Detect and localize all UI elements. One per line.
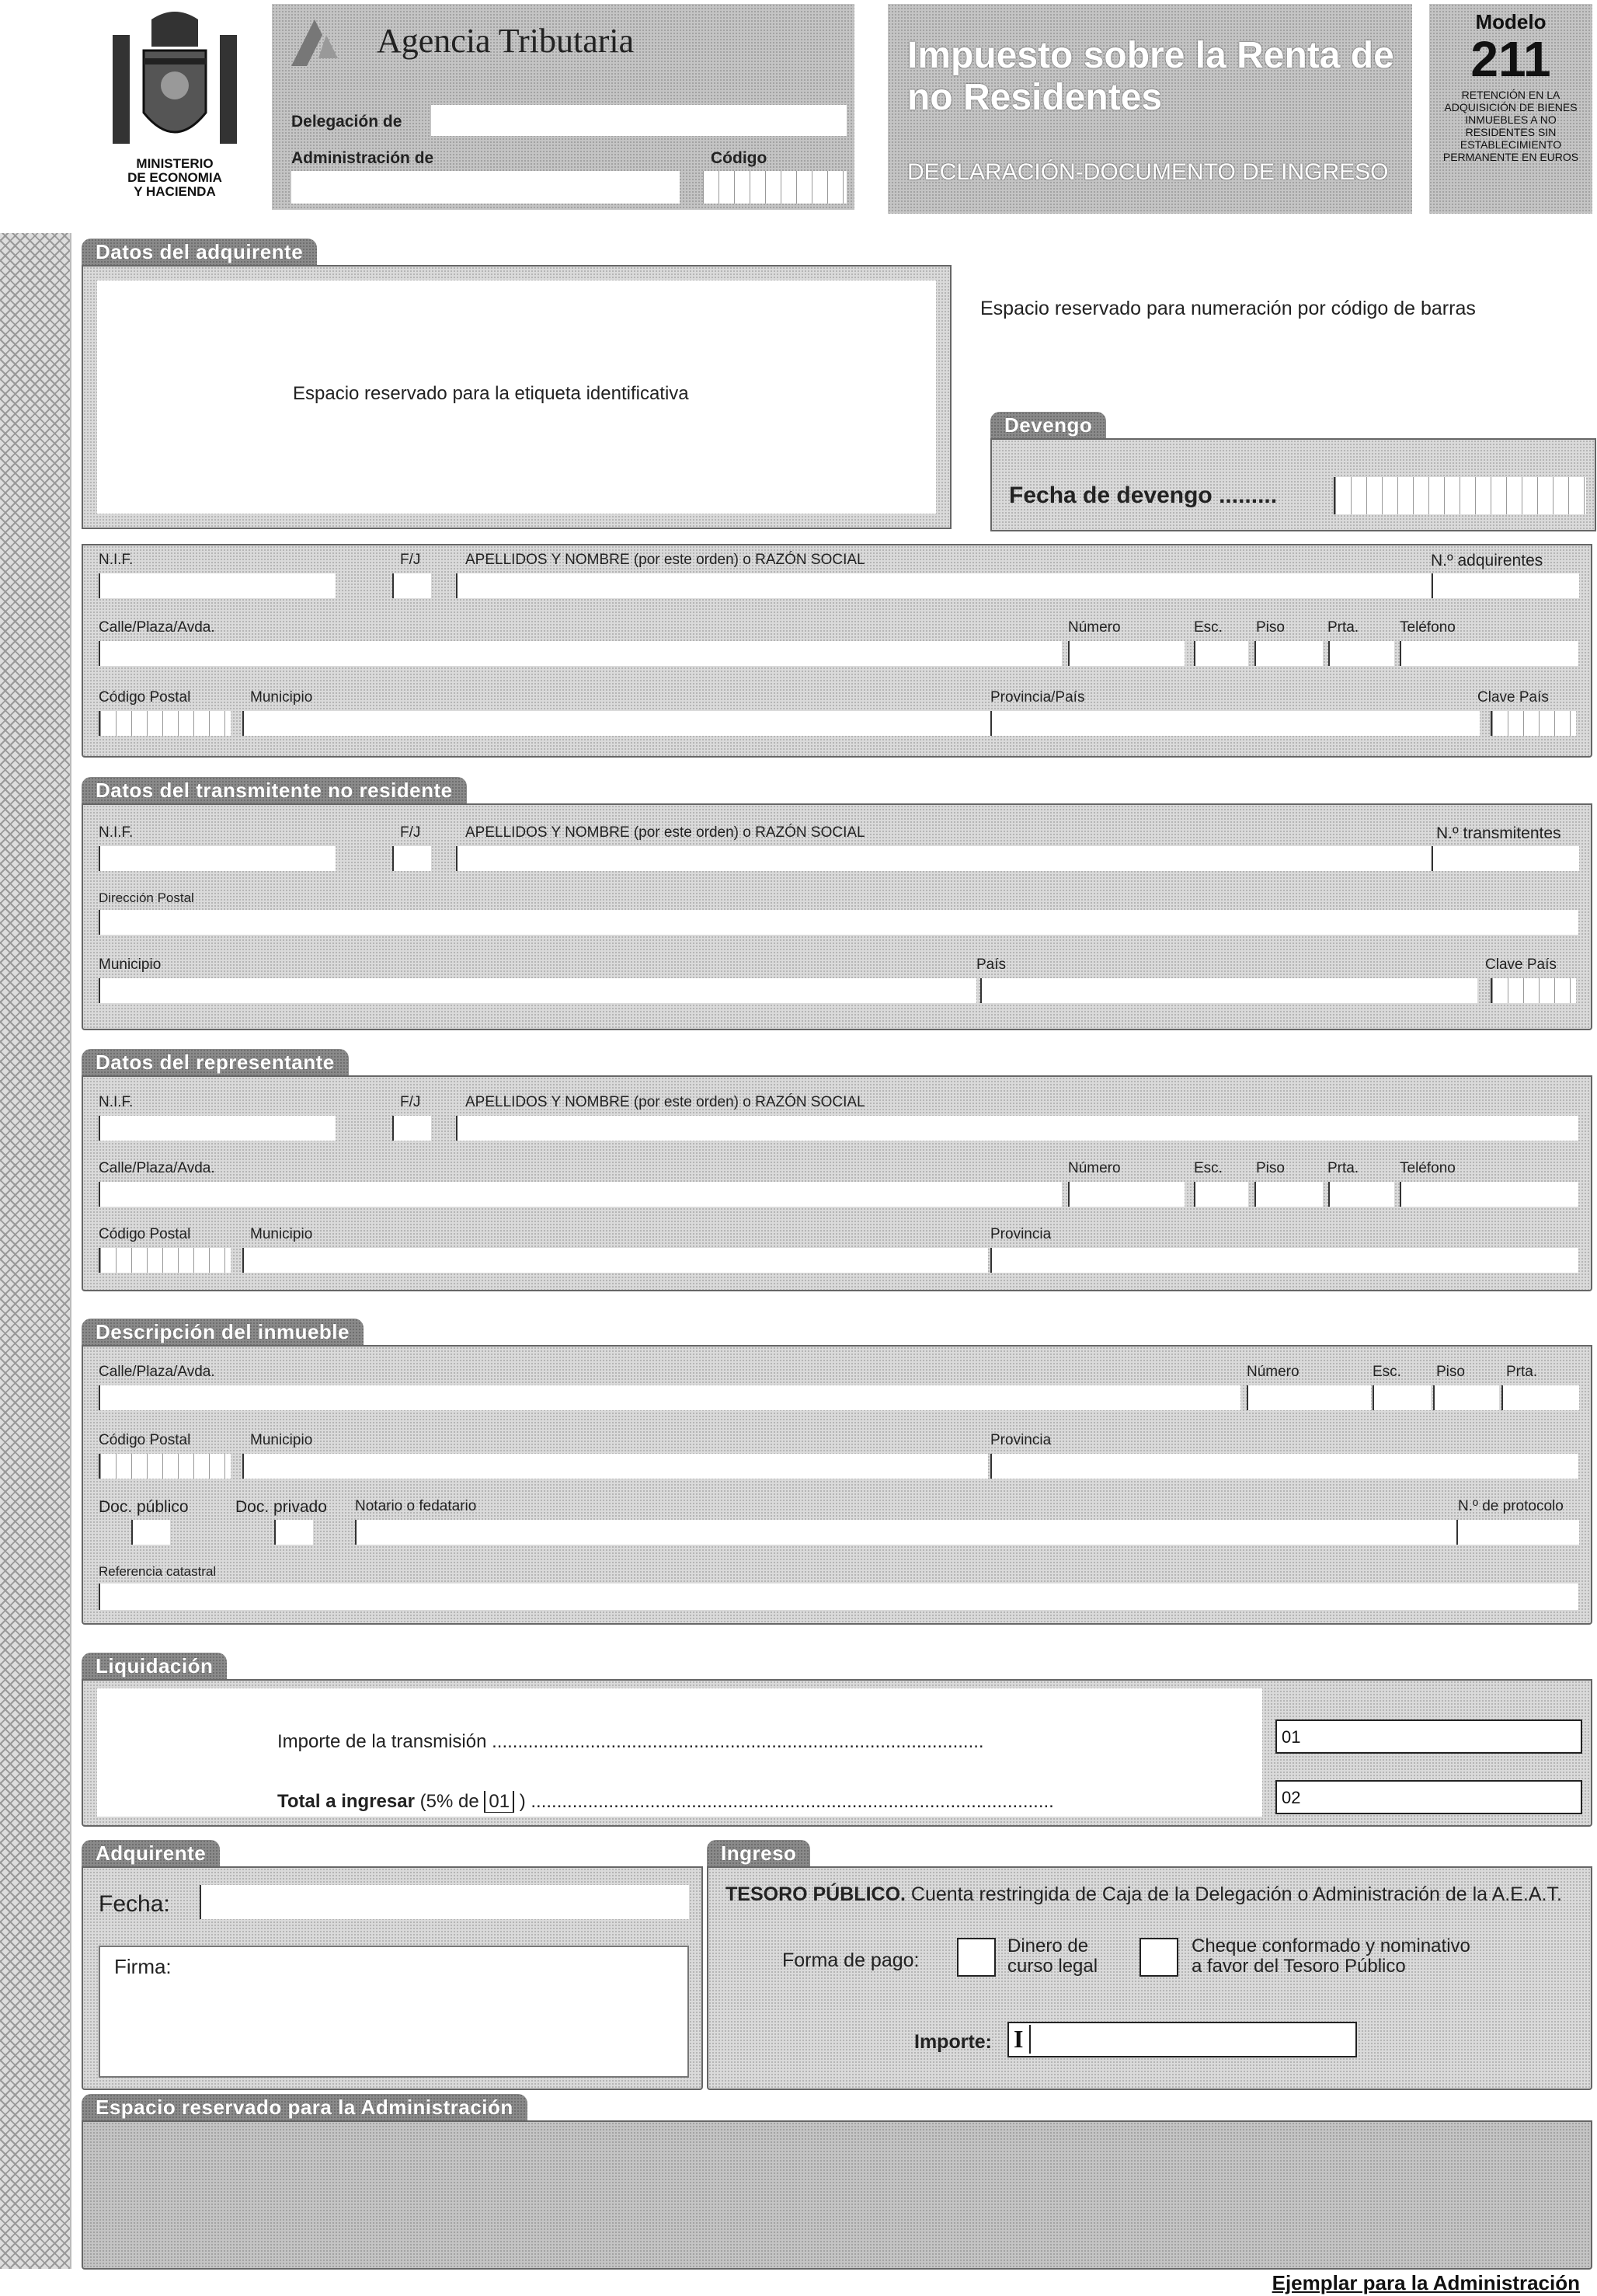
agency-logo-icon xyxy=(284,12,346,74)
tesoro-rest: Cuenta restringida de Caja de la Delegación o Administración de la A.E.A.T. xyxy=(910,1883,1562,1905)
tra-n-transmitentes-field[interactable] xyxy=(1432,846,1579,871)
total-ingresar-dots: ) ..................................................................................................... xyxy=(519,1791,1054,1812)
tra-pais-label: País xyxy=(976,956,1007,973)
inm-municipio-field[interactable] xyxy=(242,1454,988,1479)
label-space-text: Espacio reservado para la etiqueta identificativa xyxy=(293,383,689,404)
adquirente-firma-tab: Adquirente xyxy=(82,1840,220,1866)
inm-piso-label: Piso xyxy=(1436,1364,1465,1380)
adquirente-firma-box xyxy=(82,1866,703,2090)
inm-piso-field[interactable] xyxy=(1433,1385,1499,1410)
fecha-label: Fecha: xyxy=(99,1891,170,1917)
ingreso-section-tab: Ingreso xyxy=(707,1840,810,1866)
ministry-logo xyxy=(97,4,252,214)
tra-apellidos-field[interactable] xyxy=(456,846,1431,871)
firma-label: Firma: xyxy=(114,1955,172,1978)
rep-apellidos-label: APELLIDOS Y NOMBRE (por este orden) o RAZÓN SOCIAL xyxy=(465,1094,865,1110)
adq-prta-field[interactable] xyxy=(1328,641,1394,666)
inm-protocolo-field[interactable] xyxy=(1456,1520,1579,1545)
dinero-checkbox[interactable] xyxy=(957,1938,996,1977)
rep-esc-label: Esc. xyxy=(1194,1160,1223,1176)
tra-nif-label: N.I.F. xyxy=(99,824,134,841)
rep-telefono-label: Teléfono xyxy=(1400,1160,1456,1176)
codigo-label: Código xyxy=(711,149,767,167)
tesoro-bold: TESORO PÚBLICO. xyxy=(725,1883,906,1905)
tra-pais-field[interactable] xyxy=(980,978,1477,1003)
tesoro-text xyxy=(725,1883,1562,1906)
inm-notario-field[interactable] xyxy=(355,1520,1532,1545)
inm-catastral-label: Referencia catastral xyxy=(99,1564,217,1579)
rep-cp-field[interactable] xyxy=(99,1248,231,1273)
adq-telefono-label: Teléfono xyxy=(1400,619,1456,636)
tra-fj-label: F/J xyxy=(400,824,421,841)
adq-apellidos-field[interactable] xyxy=(456,573,1431,598)
ingreso-box xyxy=(707,1866,1592,2090)
transmitente-data-box xyxy=(82,803,1592,1030)
inm-cp-label: Código Postal xyxy=(99,1432,191,1448)
rep-prta-field[interactable] xyxy=(1328,1182,1394,1207)
adq-municipio-field[interactable] xyxy=(242,711,1066,736)
inm-doc-privado-field[interactable] xyxy=(274,1520,313,1545)
rep-telefono-field[interactable] xyxy=(1400,1182,1578,1207)
modelo-description: RETENCIÓN EN LA ADQUISICIÓN DE BIENES INMUEBLES A NO RESIDENTES SIN ESTABLECIMIENTO PERMANENTE EN EUROS xyxy=(1442,89,1579,163)
adq-fj-label: F/J xyxy=(400,552,421,568)
adq-esc-label: Esc. xyxy=(1194,619,1223,636)
box-02-number: 02 xyxy=(1282,1788,1301,1807)
tra-direccion-field[interactable] xyxy=(99,910,1578,935)
devengo-tab: Devengo xyxy=(990,412,1106,438)
rep-piso-label: Piso xyxy=(1256,1160,1285,1176)
total-ingresar-label xyxy=(277,1791,1349,1813)
adq-calle-field[interactable] xyxy=(99,641,1062,666)
rep-nif-label: N.I.F. xyxy=(99,1094,134,1110)
total-ingresar-bold: Total a ingresar xyxy=(277,1791,415,1812)
tra-n-transmitentes-label: N.º transmitentes xyxy=(1436,824,1561,842)
total-ref-box-01: 01 xyxy=(484,1791,514,1813)
inm-doc-publico-field[interactable] xyxy=(131,1520,170,1545)
administracion-field[interactable] xyxy=(291,171,680,204)
rep-nif-field[interactable] xyxy=(99,1116,336,1141)
adquirente-section-tab: Datos del adquirente xyxy=(82,239,317,265)
rep-esc-field[interactable] xyxy=(1194,1182,1248,1207)
rep-prta-label: Prta. xyxy=(1327,1160,1359,1176)
tax-title-box xyxy=(888,4,1412,214)
adq-clave-pais-field[interactable] xyxy=(1491,711,1576,736)
inm-numero-label: Número xyxy=(1247,1364,1300,1380)
delegacion-field[interactable] xyxy=(431,105,847,136)
rep-municipio-label: Municipio xyxy=(250,1226,313,1242)
label-space-box xyxy=(82,265,952,529)
modelo-box xyxy=(1429,4,1592,214)
adquirente-data-box xyxy=(82,544,1592,758)
tra-municipio-field[interactable] xyxy=(99,978,976,1003)
adq-piso-label: Piso xyxy=(1256,619,1285,636)
inm-notario-label: Notario o fedatario xyxy=(355,1498,477,1514)
adq-provincia-pais-field[interactable] xyxy=(990,711,1480,736)
agency-header-box xyxy=(272,4,854,210)
inmueble-data-box xyxy=(82,1345,1592,1625)
adq-provincia-pais-label: Provincia/País xyxy=(990,689,1085,706)
tax-title: Impuesto sobre la Renta de no Residentes xyxy=(907,35,1394,118)
agency-name: Agencia Tributaria xyxy=(377,22,635,60)
administracion-label: Administración de xyxy=(291,149,434,167)
firma-area[interactable] xyxy=(99,1946,689,2078)
inm-numero-field[interactable] xyxy=(1247,1385,1371,1410)
fecha-devengo-label: Fecha de devengo ......... xyxy=(1009,483,1278,508)
liquidacion-section-tab: Liquidación xyxy=(82,1653,227,1679)
dinero-label xyxy=(1007,1936,1098,1977)
fecha-field[interactable] xyxy=(200,1885,689,1919)
fecha-devengo-field[interactable] xyxy=(1334,477,1586,514)
devengo-box xyxy=(990,438,1596,531)
doc-type: DECLARACIÓN-DOCUMENTO DE INGRESO xyxy=(907,159,1389,185)
inm-catastral-field[interactable] xyxy=(99,1584,1578,1610)
adq-n-adquirentes-field[interactable] xyxy=(1432,573,1579,598)
adq-n-adquirentes-label: N.º adquirentes xyxy=(1431,552,1543,570)
rep-calle-label: Calle/Plaza/Avda. xyxy=(99,1160,215,1176)
decorative-side-stripe xyxy=(0,233,71,2269)
rep-numero-field[interactable] xyxy=(1068,1182,1185,1207)
liquidacion-box xyxy=(82,1679,1592,1827)
cheque-checkbox[interactable] xyxy=(1139,1938,1178,1977)
representante-section-tab: Datos del representante xyxy=(82,1049,349,1075)
rep-fj-label: F/J xyxy=(400,1094,421,1110)
adq-fj-field[interactable] xyxy=(392,573,431,598)
inm-provincia-label: Provincia xyxy=(990,1432,1052,1448)
tra-nif-field[interactable] xyxy=(99,846,336,871)
rep-provincia-field[interactable] xyxy=(990,1248,1578,1273)
transmitente-section-tab: Datos del transmitente no residente xyxy=(82,777,467,803)
tra-clave-pais-label: Clave País xyxy=(1485,956,1557,973)
rep-numero-label: Número xyxy=(1068,1160,1121,1176)
importe-transmision-label: Importe de la transmisión ............................................................................................... xyxy=(277,1731,984,1752)
rep-piso-field[interactable] xyxy=(1254,1182,1323,1207)
ministry-line-1: MINISTERIO xyxy=(136,156,214,171)
importe-label: Importe: xyxy=(914,2031,992,2053)
admin-box xyxy=(82,2120,1592,2270)
tra-clave-pais-field[interactable] xyxy=(1491,978,1576,1003)
rep-fj-field[interactable] xyxy=(392,1116,431,1141)
inm-municipio-label: Municipio xyxy=(250,1432,313,1448)
modelo-number: 211 xyxy=(1470,31,1551,87)
inm-calle-field[interactable] xyxy=(99,1385,1240,1410)
ministry-line-3: Y HACIENDA xyxy=(134,184,216,199)
inm-prta-label: Prta. xyxy=(1506,1364,1538,1380)
coat-of-arms-icon xyxy=(97,4,252,159)
inm-esc-field[interactable] xyxy=(1373,1385,1431,1410)
rep-provincia-label: Provincia xyxy=(990,1226,1052,1242)
rep-calle-field[interactable] xyxy=(99,1182,1062,1207)
footer-copy-label: Ejemplar para la Administración xyxy=(1272,2271,1580,2294)
modelo-label: Modelo xyxy=(1475,10,1547,33)
adq-telefono-field[interactable] xyxy=(1400,641,1578,666)
cheque-line-2: a favor del Tesoro Público xyxy=(1192,1956,1406,1977)
inm-doc-privado-label: Doc. privado xyxy=(235,1498,327,1516)
adq-cp-label: Código Postal xyxy=(99,689,191,706)
adq-clave-pais-label: Clave País xyxy=(1477,689,1549,706)
adq-nif-label: N.I.F. xyxy=(99,552,134,568)
inm-doc-publico-label: Doc. público xyxy=(99,1498,189,1516)
ministry-line-2: DE ECONOMIA xyxy=(127,170,222,185)
inm-provincia-field[interactable] xyxy=(990,1454,1578,1479)
inm-esc-label: Esc. xyxy=(1373,1364,1401,1380)
adq-municipio-label: Municipio xyxy=(250,689,313,706)
dinero-line-2: curso legal xyxy=(1007,1956,1098,1977)
box-01-number: 01 xyxy=(1282,1727,1301,1747)
forma-pago-label: Forma de pago: xyxy=(782,1949,920,1971)
admin-section-tab: Espacio reservado para la Administración xyxy=(82,2094,527,2120)
tra-direccion-label: Dirección Postal xyxy=(99,890,194,905)
delegacion-label: Delegación de xyxy=(291,113,402,131)
tra-municipio-label: Municipio xyxy=(99,956,162,973)
inm-protocolo-label: N.º de protocolo xyxy=(1458,1498,1564,1514)
box-01[interactable] xyxy=(1275,1719,1582,1754)
rep-cp-label: Código Postal xyxy=(99,1226,191,1242)
adq-numero-label: Número xyxy=(1068,619,1121,636)
importe-prefix: I xyxy=(1014,2025,1031,2054)
total-ingresar-percent: (5% de xyxy=(419,1791,479,1812)
barcode-space-text: Espacio reservado para numeración por código de barras xyxy=(980,298,1476,319)
adq-prta-label: Prta. xyxy=(1327,619,1359,636)
adq-apellidos-label: APELLIDOS Y NOMBRE (por este orden) o RAZÓN SOCIAL xyxy=(465,552,865,568)
inm-prta-field[interactable] xyxy=(1501,1385,1579,1410)
dinero-line-1: Dinero de xyxy=(1007,1935,1089,1956)
adq-esc-field[interactable] xyxy=(1194,641,1248,666)
adq-piso-field[interactable] xyxy=(1254,641,1323,666)
tra-fj-field[interactable] xyxy=(392,846,431,871)
tra-apellidos-label: APELLIDOS Y NOMBRE (por este orden) o RAZÓN SOCIAL xyxy=(465,824,865,841)
rep-municipio-field[interactable] xyxy=(242,1248,988,1273)
cheque-label xyxy=(1192,1936,1470,1977)
inmueble-section-tab: Descripción del inmueble xyxy=(82,1319,364,1345)
rep-apellidos-field[interactable] xyxy=(456,1116,1578,1141)
adq-cp-field[interactable] xyxy=(99,711,231,736)
inm-cp-field[interactable] xyxy=(99,1454,231,1479)
codigo-field[interactable] xyxy=(703,171,847,204)
adq-nif-field[interactable] xyxy=(99,573,336,598)
adq-numero-field[interactable] xyxy=(1068,641,1185,666)
box-02[interactable] xyxy=(1275,1780,1582,1814)
representante-data-box xyxy=(82,1075,1592,1291)
cheque-line-1: Cheque conformado y nominativo xyxy=(1192,1935,1470,1956)
importe-field[interactable] xyxy=(1007,2022,1357,2057)
inm-calle-label: Calle/Plaza/Avda. xyxy=(99,1364,215,1380)
adq-calle-label: Calle/Plaza/Avda. xyxy=(99,619,215,636)
